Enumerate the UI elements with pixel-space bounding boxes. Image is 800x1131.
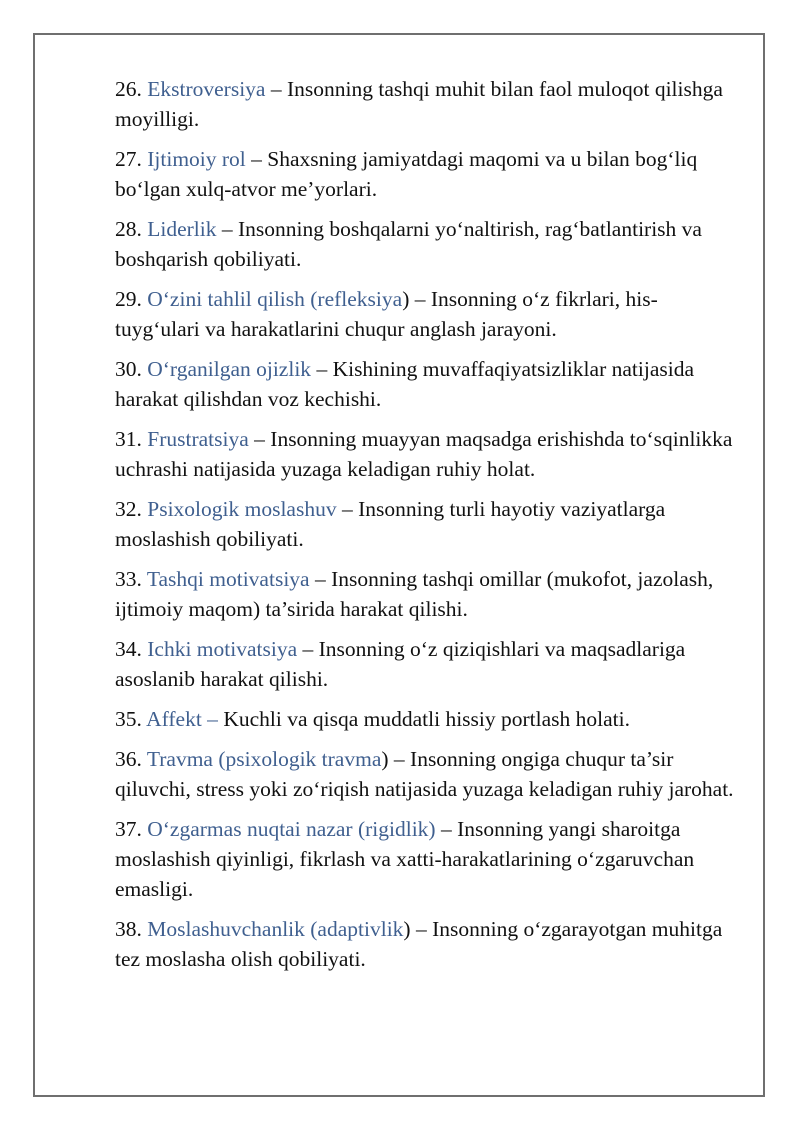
entry-number: 28.	[115, 217, 142, 241]
term-name: Liderlik	[147, 217, 217, 241]
term-name: Ekstroversiya	[147, 77, 266, 101]
list-item	[115, 284, 735, 344]
entry-number: 31.	[115, 427, 142, 451]
list-item	[115, 354, 735, 414]
term-definition: – Insonning o‘zgarayotgan muhitga tez moslasha olish qobiliyati.	[115, 917, 723, 971]
term-name: O‘zgarmas nuqtai nazar (rigidlik)	[147, 817, 436, 841]
term-name: Moslashuvchanlik (adaptivlik	[147, 917, 404, 941]
term-name: Ijtimoiy rol	[147, 147, 246, 171]
entry-number: 27.	[115, 147, 142, 171]
term-definition: – Insonning yangi sharoitga moslashish qiyinligi, fikrlash va xatti-harakatlarining o‘zgaruvchan emasligi.	[115, 817, 695, 901]
term-suffix: )	[381, 747, 389, 771]
list-item	[115, 214, 735, 274]
list-item	[115, 144, 735, 204]
term-definition: Kuchli va qisqa muddatli hissiy portlash holati.	[217, 707, 630, 731]
term-definition: – Kishining muvaffaqiyatsizliklar natijasida harakat qilishdan voz kechishi.	[115, 357, 694, 411]
term-definition: – Insonning tashqi muhit bilan faol muloqot qilishga moyilligi.	[115, 77, 723, 131]
term-definition: – Insonning turli hayotiy vaziyatlarga moslashish qobiliyati.	[115, 497, 666, 551]
list-item	[115, 494, 735, 554]
list-item	[115, 814, 735, 904]
glossary-list	[115, 74, 735, 984]
term-name: Affekt –	[146, 707, 218, 731]
term-definition: – Insonning ongiga chuqur ta’sir qiluvchi, stress yoki zo‘riqish natijasida yuzaga keladigan ruhiy jarohat.	[115, 747, 734, 801]
entry-number: 26.	[115, 77, 142, 101]
term-definition: – Insonning o‘z qiziqishlari va maqsadlariga asoslanib harakat qilishi.	[115, 637, 686, 691]
term-definition: – Insonning tashqi omillar (mukofot, jazolash, ijtimoiy maqom) ta’sirida harakat qilishi.	[115, 567, 714, 621]
term-name: Ichki motivatsiya	[147, 637, 298, 661]
term-definition: – Insonning boshqalarni yo‘naltirish, rag‘batlantirish va boshqarish qobiliyati.	[115, 217, 702, 271]
term-suffix: )	[402, 287, 410, 311]
entry-number: 34.	[115, 637, 142, 661]
list-item	[115, 914, 735, 974]
list-item	[115, 744, 735, 804]
term-name: O‘zini tahlil qilish (refleksiya	[147, 287, 403, 311]
term-definition: – Insonning o‘z fikrlari, his-tuyg‘ulari va harakatlarini chuqur anglash jarayoni.	[115, 287, 658, 341]
entry-number: 38.	[115, 917, 142, 941]
term-name: Travma (psixologik travma	[146, 747, 382, 771]
entry-number: 29.	[115, 287, 142, 311]
entry-number: 36.	[115, 747, 142, 771]
list-item	[115, 424, 735, 484]
term-definition: – Insonning muayyan maqsadga erishishda to‘sqinlikka uchrashi natijasida yuzaga keladigan ruhiy holat.	[115, 427, 733, 481]
term-suffix: )	[403, 917, 411, 941]
list-item	[115, 704, 735, 734]
list-item	[115, 564, 735, 624]
term-definition: – Shaxsning jamiyatdagi maqomi va u bilan bog‘liq bo‘lgan xulq-atvor me’yorlari.	[115, 147, 698, 201]
entry-number: 30.	[115, 357, 142, 381]
list-item	[115, 634, 735, 694]
term-name: O‘rganilgan ojizlik	[147, 357, 312, 381]
list-item	[115, 74, 735, 134]
entry-number: 33.	[115, 567, 142, 591]
term-name: Frustratsiya	[147, 427, 249, 451]
entry-number: 35.	[115, 707, 142, 731]
term-name: Psixologik moslashuv	[147, 497, 337, 521]
term-name: Tashqi motivatsiya	[146, 567, 310, 591]
entry-number: 37.	[115, 817, 142, 841]
entry-number: 32.	[115, 497, 142, 521]
